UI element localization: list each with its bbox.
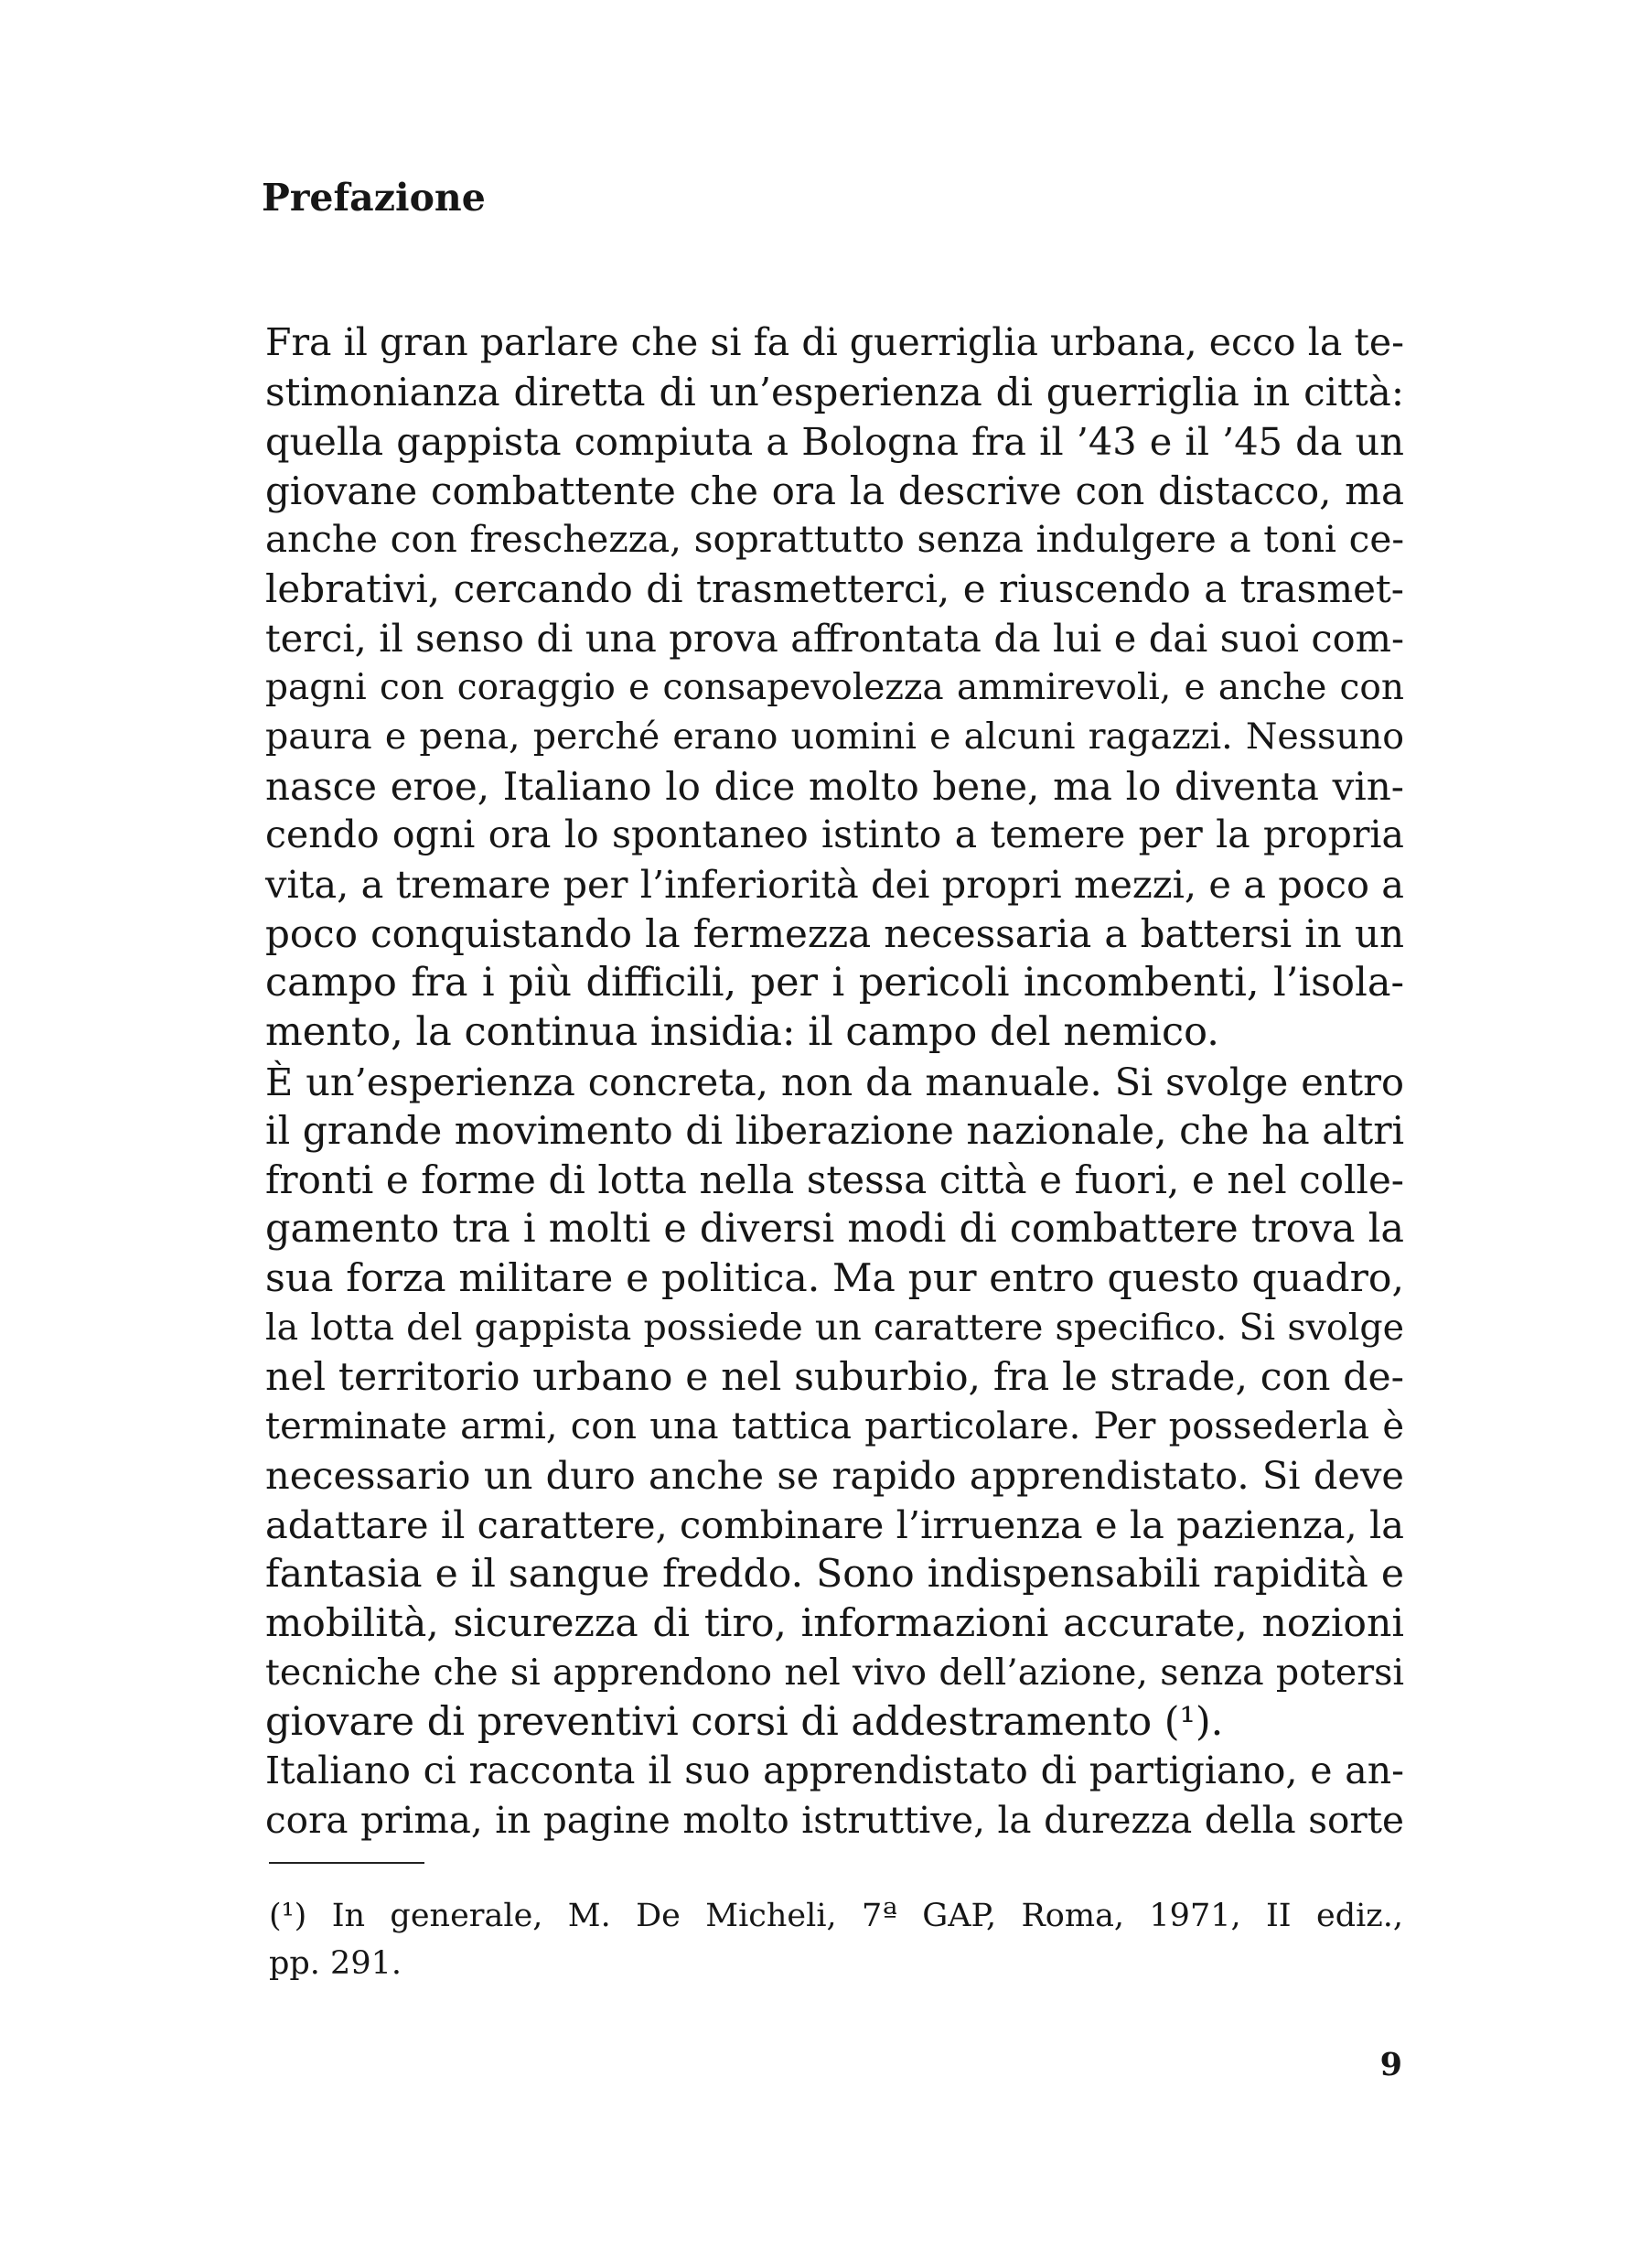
text-line: stimonianza diretta di un’esperienza di guerriglia in città:	[265, 369, 1404, 414]
text-line: giovare di preventivi corsi di addestramento (¹).	[265, 1698, 1224, 1745]
text-line: fantasia e il sangue freddo. Sono indispensabili rapidità e	[265, 1552, 1404, 1598]
text-line: terminate armi, con una tattica particolare. Per possederla è	[265, 1404, 1404, 1447]
text-line: poco conquistando la fermezza necessaria a battersi in un	[265, 911, 1404, 957]
text-line: il grande movimento di liberazione nazionale, che ha altri	[265, 1108, 1405, 1154]
text-line: fronti e forme di lotta nella stessa città e fuori, e nel colle-	[265, 1157, 1404, 1203]
body-text	[265, 318, 1404, 1845]
text-line: la lotta del gappista possiede un carattere specifico. Si svolge	[265, 1306, 1404, 1349]
text-line: nel territorio urbano e nel suburbio, fra le strade, con de-	[265, 1354, 1404, 1400]
text-line: pagni con coraggio e consapevolezza ammirevoli, e anche con	[265, 666, 1404, 708]
text-line: necessario un duro anche se rapido apprendistato. Si deve	[265, 1453, 1404, 1499]
text-line: anche con freschezza, soprattutto senza indulgere a toni ce-	[265, 517, 1404, 562]
text-line: gamento tra i molti e diversi modi di combattere trova la	[265, 1206, 1404, 1253]
footnote-divider	[269, 1862, 424, 1864]
text-line: È un’esperienza concreta, non da manuale. Si svolge entro	[265, 1059, 1404, 1104]
text-line: Fra il gran parlare che si fa di guerriglia urbana, ecco la te-	[265, 320, 1404, 364]
text-line: paura e pena, perché erano uomini e alcuni ragazzi. Nessuno	[265, 715, 1404, 758]
text-line: mento, la continua insidia: il campo del nemico.	[265, 1008, 1219, 1055]
text-line: giovane combattente che ora la descrive con distacco, ma	[265, 468, 1404, 513]
text-line: cora prima, in pagine molto istruttive, la durezza della sorte	[265, 1798, 1404, 1843]
footnote-line: pp. 291.	[269, 1945, 402, 1982]
footnote-line: (¹) In generale, M. De Micheli, 7ª GAP, Roma, 1971, II ediz.,	[269, 1898, 1403, 1934]
text-line: Italiano ci racconta il suo apprendistato di partigiano, e an-	[265, 1749, 1404, 1793]
text-line: tecniche che si apprendono nel vivo dell’azione, senza potersi	[265, 1651, 1404, 1694]
text-line: adattare il carattere, combinare l’irruenza e la pazienza, la	[265, 1502, 1404, 1548]
text-line: quella gappista compiuta a Bologna fra il ’43 e il ’45 da un	[265, 418, 1404, 464]
chapter-heading: Prefazione	[262, 176, 486, 220]
page-number: 9	[1379, 2046, 1402, 2083]
text-line: mobilità, sicurezza di tiro, informazioni accurate, nozioni	[265, 1600, 1404, 1646]
text-line: terci, il senso di una prova affrontata da lui e dai suoi com-	[265, 616, 1404, 662]
text-line: lebrativi, cercando di trasmetterci, e riuscendo a trasmet-	[265, 566, 1404, 612]
text-line: campo fra i più difficili, per i pericoli incombenti, l’isola-	[265, 959, 1404, 1006]
text-line: nasce eroe, Italiano lo dice molto bene, ma lo diventa vin-	[265, 763, 1404, 809]
footnote	[269, 1892, 1403, 1987]
text-line: vita, a tremare per l’inferiorità dei propri mezzi, e a poco a	[265, 862, 1404, 908]
text-line: sua forza militare e politica. Ma pur entro questo quadro,	[265, 1256, 1404, 1302]
text-line: cendo ogni ora lo spontaneo istinto a temere per la propria	[265, 812, 1404, 857]
